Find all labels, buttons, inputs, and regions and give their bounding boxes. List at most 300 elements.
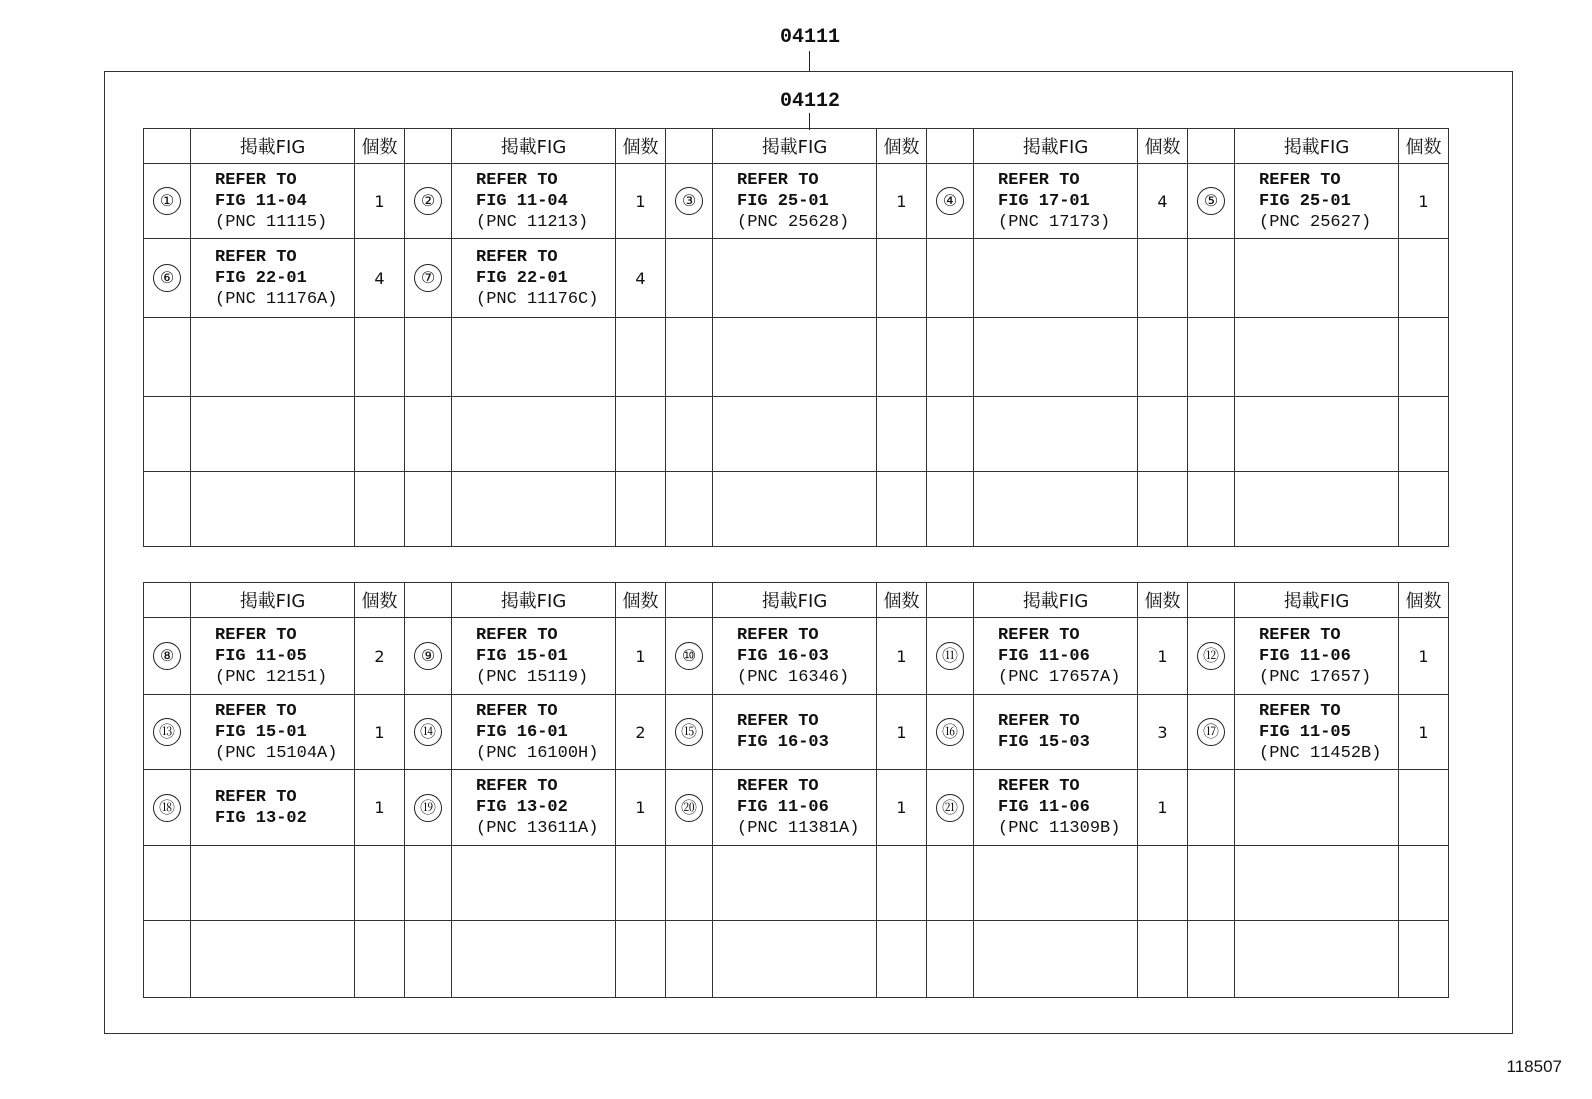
fig-reference (452, 776, 615, 839)
fig-reference-cell (974, 164, 1138, 239)
item-number-cell (405, 618, 452, 695)
item-number-cell (666, 397, 713, 472)
fig-text: FIG 11-06 (998, 798, 1090, 817)
refer-to-text: REFER TO (998, 712, 1080, 731)
quantity-cell (355, 397, 405, 472)
item-number-cell (405, 239, 452, 318)
fig-reference-cell (974, 695, 1138, 770)
header-fig: 掲載FIG (974, 583, 1138, 618)
fig-reference-cell (452, 618, 616, 695)
quantity-cell (877, 318, 927, 397)
refer-to-text: REFER TO (476, 625, 558, 645)
item-number-cell (666, 770, 713, 846)
header-fig: 掲載FIG (713, 583, 877, 618)
pnc-text: (PNC 17173) (998, 212, 1111, 232)
item-number-cell (144, 618, 191, 695)
item-number-cell (405, 846, 452, 921)
item-number-cell (1188, 770, 1235, 846)
item-number-badge: ⑱ (153, 794, 181, 822)
table-row (144, 164, 1449, 239)
fig-text: FIG 11-06 (1259, 646, 1351, 666)
item-number-cell (405, 164, 452, 239)
item-number-badge: ③ (675, 187, 703, 215)
quantity-cell (1138, 472, 1188, 547)
fig-reference-cell (1235, 472, 1399, 547)
header-fig: 掲載FIG (452, 129, 616, 164)
pnc-text: (PNC 11452B) (1259, 743, 1382, 763)
item-number-cell (405, 695, 452, 770)
refer-to-text: REFER TO (215, 701, 297, 721)
pnc-text: (PNC 11115) (215, 212, 328, 232)
table-row (144, 618, 1449, 695)
item-number-cell (666, 472, 713, 547)
pnc-text: (PNC 25627) (1259, 212, 1372, 232)
item-number-cell (666, 318, 713, 397)
fig-text: FIG 15-03 (998, 733, 1090, 752)
fig-reference-cell (191, 318, 355, 397)
refer-to-text: REFER TO (476, 170, 558, 190)
quantity-cell: 1 (616, 770, 666, 846)
header-row (144, 129, 1449, 164)
header-blank (666, 129, 713, 164)
fig-reference-cell (452, 397, 616, 472)
fig-reference-cell (713, 846, 877, 921)
header-blank (927, 583, 974, 618)
header-qty: 個数 (1138, 129, 1188, 164)
header-blank (144, 129, 191, 164)
fig-reference-cell (191, 770, 355, 846)
fig-reference (452, 170, 615, 233)
fig-text: FIG 25-01 (1259, 191, 1351, 211)
fig-reference (1235, 701, 1398, 764)
fig-reference-cell (974, 397, 1138, 472)
fig-reference (191, 247, 354, 310)
fig-reference-cell (713, 397, 877, 472)
refer-to-text: REFER TO (476, 247, 558, 267)
item-number-cell (1188, 239, 1235, 318)
quantity-cell: 1 (877, 618, 927, 695)
header-qty: 個数 (877, 583, 927, 618)
quantity-cell (1399, 921, 1449, 998)
fig-reference (452, 701, 615, 764)
item-number-badge: ⑳ (675, 794, 703, 822)
refer-to-text: REFER TO (476, 777, 558, 796)
quantity-cell (616, 318, 666, 397)
table-row (144, 921, 1449, 998)
item-number-cell (927, 164, 974, 239)
item-number-badge: ⑧ (153, 642, 181, 670)
fig-text: FIG 25-01 (737, 191, 829, 211)
fig-reference-cell (713, 164, 877, 239)
quantity-cell (877, 921, 927, 998)
fig-reference-cell (191, 397, 355, 472)
quantity-cell: 1 (355, 164, 405, 239)
fig-reference (713, 625, 876, 688)
header-qty: 個数 (1399, 129, 1449, 164)
fig-text: FIG 11-05 (1259, 722, 1351, 742)
fig-reference-cell (974, 318, 1138, 397)
refer-to-text: REFER TO (998, 625, 1080, 645)
refer-to-text: REFER TO (737, 712, 819, 731)
item-number-cell (927, 318, 974, 397)
quantity-cell: 4 (616, 239, 666, 318)
item-number-cell (666, 695, 713, 770)
pnc-text: (PNC 17657) (1259, 667, 1372, 687)
fig-text: FIG 22-01 (476, 268, 568, 288)
header-qty: 個数 (616, 583, 666, 618)
quantity-cell: 1 (1138, 618, 1188, 695)
item-number-badge: ⑦ (414, 264, 442, 292)
fig-reference (974, 625, 1137, 688)
item-number-badge: ⑥ (153, 264, 181, 292)
item-number-cell (405, 318, 452, 397)
quantity-cell (1399, 472, 1449, 547)
refer-to-text: REFER TO (1259, 170, 1341, 190)
fig-reference-cell (974, 472, 1138, 547)
fig-reference-cell (452, 846, 616, 921)
pnc-text: (PNC 11176C) (476, 289, 599, 309)
item-number-cell (144, 695, 191, 770)
refer-to-text: REFER TO (998, 777, 1080, 796)
fig-reference-cell (191, 618, 355, 695)
item-number-cell (666, 239, 713, 318)
item-number-cell (1188, 618, 1235, 695)
pnc-text: (PNC 25628) (737, 212, 850, 232)
quantity-cell (877, 239, 927, 318)
header-fig: 掲載FIG (191, 129, 355, 164)
pnc-text: (PNC 15119) (476, 667, 589, 687)
quantity-cell: 2 (355, 618, 405, 695)
fig-reference-cell (452, 695, 616, 770)
fig-reference (452, 625, 615, 688)
quantity-cell (616, 472, 666, 547)
item-number-cell (144, 770, 191, 846)
fig-reference-cell (713, 318, 877, 397)
item-number-cell (405, 770, 452, 846)
fig-reference-cell (1235, 164, 1399, 239)
item-number-cell (666, 921, 713, 998)
quantity-cell (1138, 397, 1188, 472)
item-number-cell (144, 921, 191, 998)
fig-reference (191, 170, 354, 233)
quantity-cell (355, 472, 405, 547)
fig-reference (191, 787, 354, 829)
fig-text: FIG 17-01 (998, 191, 1090, 211)
fig-reference-cell (452, 770, 616, 846)
table-row (144, 695, 1449, 770)
fig-reference (974, 170, 1137, 233)
quantity-cell: 1 (1399, 618, 1449, 695)
quantity-cell: 4 (1138, 164, 1188, 239)
quantity-cell (1138, 921, 1188, 998)
quantity-cell (1399, 239, 1449, 318)
refer-to-text: REFER TO (737, 170, 819, 190)
quantity-cell (1138, 318, 1188, 397)
quantity-cell (877, 472, 927, 547)
table-row (144, 239, 1449, 318)
fig-reference (1235, 625, 1398, 688)
item-number-badge: ⑨ (414, 642, 442, 670)
header-fig: 掲載FIG (713, 129, 877, 164)
leader-line-outer (809, 51, 810, 72)
pnc-text: (PNC 11176A) (215, 289, 338, 309)
quantity-cell (1138, 239, 1188, 318)
header-blank (1188, 583, 1235, 618)
header-fig: 掲載FIG (1235, 129, 1399, 164)
fig-text: FIG 11-06 (737, 798, 829, 817)
quantity-cell: 1 (1138, 770, 1188, 846)
quantity-cell: 1 (616, 164, 666, 239)
fig-reference-cell (713, 770, 877, 846)
fig-reference (713, 711, 876, 753)
fig-reference-cell (1235, 318, 1399, 397)
quantity-cell (1138, 846, 1188, 921)
table-row (144, 770, 1449, 846)
fig-reference-cell (191, 921, 355, 998)
quantity-cell (877, 397, 927, 472)
item-number-cell (927, 472, 974, 547)
fig-reference-cell (974, 618, 1138, 695)
pnc-text: (PNC 17657A) (998, 667, 1121, 687)
refer-to-text: REFER TO (215, 170, 297, 190)
fig-reference-cell (452, 472, 616, 547)
document-number: 118507 (1506, 1057, 1562, 1076)
item-number-cell (927, 397, 974, 472)
header-row (144, 583, 1449, 618)
item-number-badge: ⑲ (414, 794, 442, 822)
fig-text: FIG 15-01 (215, 722, 307, 742)
header-blank (405, 583, 452, 618)
header-fig: 掲載FIG (191, 583, 355, 618)
fig-reference-cell (452, 921, 616, 998)
header-blank (927, 129, 974, 164)
fig-text: FIG 11-04 (476, 191, 568, 211)
fig-reference-cell (191, 846, 355, 921)
refer-to-text: REFER TO (1259, 701, 1341, 721)
fig-reference-cell (1235, 618, 1399, 695)
header-qty: 個数 (355, 583, 405, 618)
fig-text: FIG 15-01 (476, 646, 568, 666)
item-number-badge: ⑩ (675, 642, 703, 670)
pnc-text: (PNC 11309B) (998, 819, 1121, 838)
pnc-text: (PNC 16100H) (476, 743, 599, 763)
item-number-cell (1188, 397, 1235, 472)
fig-reference (191, 701, 354, 764)
fig-reference-cell (713, 618, 877, 695)
refer-to-text: REFER TO (215, 247, 297, 267)
header-qty: 個数 (355, 129, 405, 164)
item-number-cell (144, 164, 191, 239)
table-row (144, 472, 1449, 547)
item-number-badge: ② (414, 187, 442, 215)
item-number-cell (405, 397, 452, 472)
quantity-cell: 1 (877, 164, 927, 239)
quantity-cell (355, 921, 405, 998)
fig-reference (452, 247, 615, 310)
item-number-badge: ⑭ (414, 718, 442, 746)
quantity-cell: 3 (1138, 695, 1188, 770)
quantity-cell (616, 921, 666, 998)
item-number-cell (927, 239, 974, 318)
table-row (144, 397, 1449, 472)
fig-text: FIG 16-03 (737, 733, 829, 752)
pnc-text: (PNC 13611A) (476, 819, 599, 838)
quantity-cell: 1 (1399, 695, 1449, 770)
fig-reference-cell (713, 921, 877, 998)
quantity-cell: 4 (355, 239, 405, 318)
quantity-cell: 1 (877, 695, 927, 770)
fig-reference-cell (1235, 397, 1399, 472)
fig-text: FIG 16-03 (737, 646, 829, 666)
item-number-cell (144, 318, 191, 397)
refer-to-text: REFER TO (998, 170, 1080, 190)
header-blank (405, 129, 452, 164)
fig-reference-cell (974, 846, 1138, 921)
fig-reference-cell (191, 239, 355, 318)
item-number-cell (1188, 164, 1235, 239)
fig-reference-cell (713, 472, 877, 547)
quantity-cell (877, 846, 927, 921)
quantity-cell (616, 397, 666, 472)
item-number-badge: ⑮ (675, 718, 703, 746)
item-number-badge: ⑤ (1197, 187, 1225, 215)
item-number-badge: ⑬ (153, 718, 181, 746)
refer-to-text: REFER TO (737, 625, 819, 645)
item-number-badge: ⑪ (936, 642, 964, 670)
item-number-cell (144, 397, 191, 472)
fig-reference-cell (191, 472, 355, 547)
item-number-cell (1188, 695, 1235, 770)
pnc-text: (PNC 15104A) (215, 743, 338, 763)
parts-table-upper (143, 128, 1449, 547)
refer-to-text: REFER TO (215, 625, 297, 645)
fig-reference-cell (974, 770, 1138, 846)
fig-reference-cell (452, 164, 616, 239)
refer-to-text: REFER TO (737, 777, 819, 796)
item-number-badge: ㉑ (936, 794, 964, 822)
header-fig: 掲載FIG (1235, 583, 1399, 618)
fig-reference-cell (1235, 239, 1399, 318)
fig-text: FIG 11-04 (215, 191, 307, 211)
quantity-cell: 2 (616, 695, 666, 770)
fig-reference (713, 170, 876, 233)
quantity-cell (1399, 770, 1449, 846)
refer-to-text: REFER TO (1259, 625, 1341, 645)
fig-reference (974, 711, 1137, 753)
fig-text: FIG 13-02 (215, 808, 307, 828)
header-blank (666, 583, 713, 618)
refer-to-text: REFER TO (476, 701, 558, 721)
fig-reference-cell (1235, 770, 1399, 846)
pnc-text: (PNC 16346) (737, 667, 850, 687)
parts-table-lower (143, 582, 1449, 998)
fig-reference (713, 776, 876, 839)
quantity-cell: 1 (355, 695, 405, 770)
fig-reference-cell (452, 239, 616, 318)
pnc-text: (PNC 11381A) (737, 819, 860, 838)
item-number-cell (405, 472, 452, 547)
quantity-cell (1399, 397, 1449, 472)
item-number-cell (666, 618, 713, 695)
header-blank (1188, 129, 1235, 164)
header-qty: 個数 (1399, 583, 1449, 618)
item-number-cell (927, 695, 974, 770)
fig-reference-cell (1235, 921, 1399, 998)
quantity-cell: 1 (355, 770, 405, 846)
fig-reference (974, 776, 1137, 839)
refer-to-text: REFER TO (215, 787, 297, 807)
item-number-cell (144, 472, 191, 547)
quantity-cell (1399, 846, 1449, 921)
item-number-cell (1188, 318, 1235, 397)
fig-reference (191, 625, 354, 688)
quantity-cell (355, 318, 405, 397)
header-fig: 掲載FIG (974, 129, 1138, 164)
group-label-inner: 04112 (779, 90, 840, 113)
table-row (144, 846, 1449, 921)
item-number-cell (666, 846, 713, 921)
item-number-cell (1188, 921, 1235, 998)
item-number-badge: ⑯ (936, 718, 964, 746)
quantity-cell (355, 846, 405, 921)
item-number-cell (666, 164, 713, 239)
fig-text: FIG 22-01 (215, 268, 307, 288)
quantity-cell: 1 (1399, 164, 1449, 239)
item-number-cell (927, 846, 974, 921)
group-label-outer: 04111 (779, 26, 840, 49)
item-number-cell (927, 618, 974, 695)
item-number-badge: ① (153, 187, 181, 215)
item-number-cell (1188, 846, 1235, 921)
item-number-cell (927, 770, 974, 846)
item-number-cell (1188, 472, 1235, 547)
item-number-cell (144, 846, 191, 921)
quantity-cell (616, 846, 666, 921)
item-number-cell (405, 921, 452, 998)
fig-reference-cell (713, 695, 877, 770)
pnc-text: (PNC 12151) (215, 667, 328, 687)
item-number-badge: ⑫ (1197, 642, 1225, 670)
pnc-text: (PNC 11213) (476, 212, 589, 232)
header-qty: 個数 (616, 129, 666, 164)
table-row (144, 318, 1449, 397)
header-qty: 個数 (1138, 583, 1188, 618)
fig-text: FIG 11-06 (998, 646, 1090, 666)
fig-text: FIG 11-05 (215, 646, 307, 666)
fig-reference (1235, 170, 1398, 233)
fig-text: FIG 13-02 (476, 798, 568, 817)
item-number-badge: ⑰ (1197, 718, 1225, 746)
fig-reference-cell (1235, 846, 1399, 921)
header-qty: 個数 (877, 129, 927, 164)
fig-reference-cell (452, 318, 616, 397)
item-number-cell (144, 239, 191, 318)
fig-reference-cell (191, 695, 355, 770)
header-fig: 掲載FIG (452, 583, 616, 618)
header-blank (144, 583, 191, 618)
fig-reference-cell (191, 164, 355, 239)
quantity-cell: 1 (616, 618, 666, 695)
quantity-cell: 1 (877, 770, 927, 846)
fig-text: FIG 16-01 (476, 722, 568, 742)
item-number-badge: ④ (936, 187, 964, 215)
fig-reference-cell (713, 239, 877, 318)
fig-reference-cell (974, 921, 1138, 998)
fig-reference-cell (974, 239, 1138, 318)
item-number-cell (927, 921, 974, 998)
fig-reference-cell (1235, 695, 1399, 770)
quantity-cell (1399, 318, 1449, 397)
